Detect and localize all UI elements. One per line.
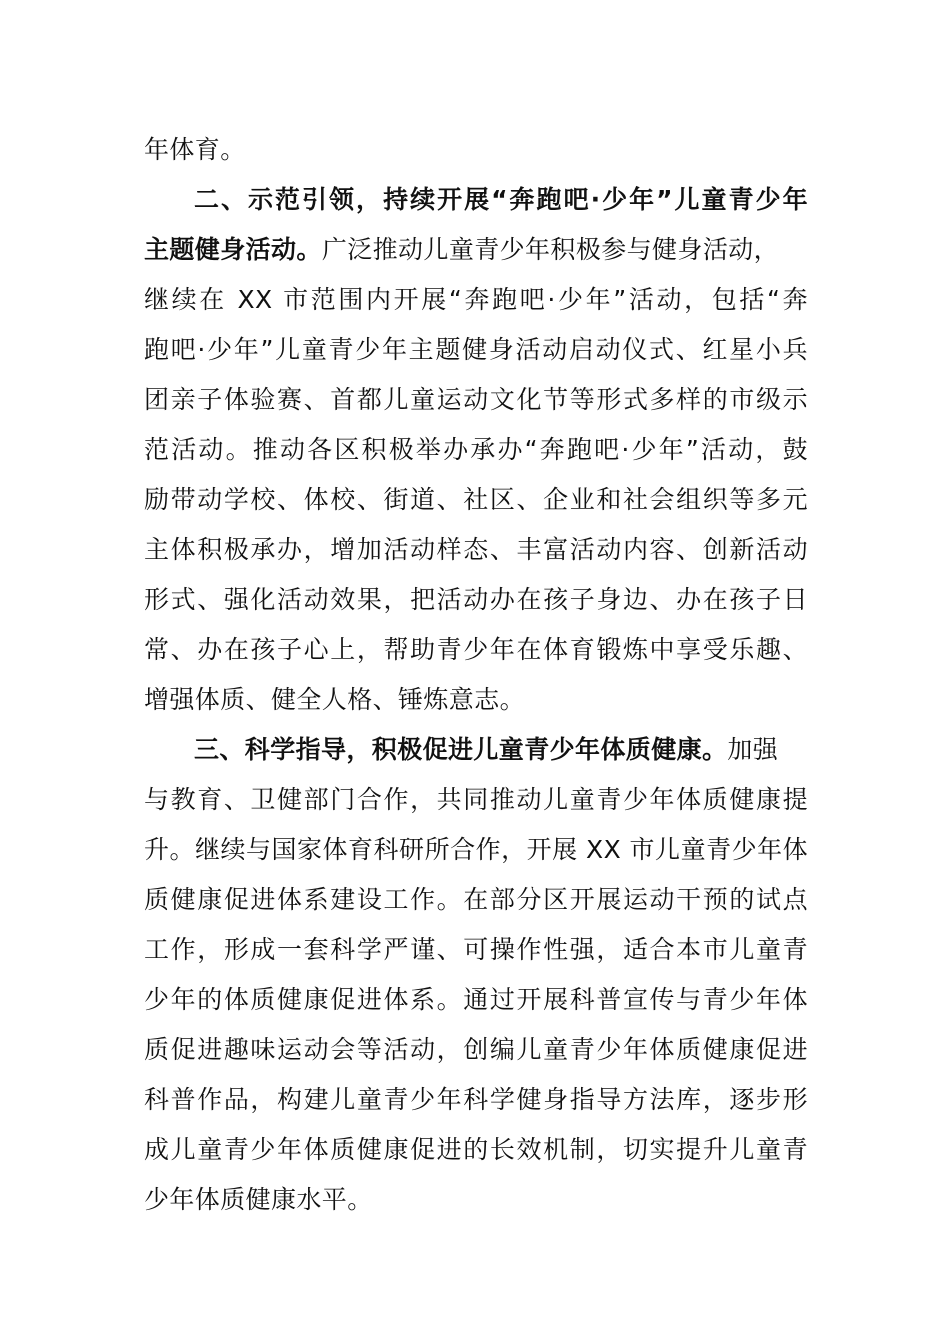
text-line: 团亲子体验赛、首都儿童运动文化节等形式多样的市级示: [144, 385, 808, 414]
text-line: 质健康促进体系建设工作。在部分区开展运动干预的试点: [144, 885, 808, 914]
text-line: 科普作品，构建儿童青少年科学健身指导方法库，逐步形: [144, 1085, 808, 1114]
text-line: 跑吧·少年”儿童青少年主题健身活动启动仪式、红星小兵: [144, 335, 808, 364]
text-line: 少年体质健康水平。: [144, 1185, 373, 1214]
text-line: 形式、强化活动效果，把活动办在孩子身边、办在孩子日: [144, 585, 808, 614]
text-line: 少年的体质健康促进体系。通过开展科普宣传与青少年体: [144, 985, 808, 1014]
document-body: [144, 125, 808, 1225]
text-line: 增强体质、健全人格、锤炼意志。: [144, 685, 526, 714]
section-heading-2-continued: 主题健身活动。: [144, 235, 322, 264]
text-line: 工作，形成一套科学严谨、可操作性强，适合本市儿童青: [144, 935, 808, 964]
text-line-mixed: [144, 725, 808, 775]
text-line: 与教育、卫健部门合作，共同推动儿童青少年体质健康提: [144, 785, 808, 814]
section-heading-3: 三、科学指导，积极促进儿童青少年体质健康。: [194, 735, 728, 764]
paragraph-2-start: 广泛推动儿童青少年积极参与健身活动，: [321, 235, 780, 264]
text-line: 成儿童青少年体质健康促进的长效机制，切实提升儿童青: [144, 1135, 808, 1164]
paragraph-3-start: 加强: [727, 735, 779, 764]
text-line-mixed: [144, 225, 808, 275]
text-line: 质促进趣味运动会等活动，创编儿童青少年体质健康促进: [144, 1035, 808, 1064]
text-line: 励带动学校、体校、街道、社区、企业和社会组织等多元: [144, 485, 808, 514]
text-line: 主体积极承办，增加活动样态、丰富活动内容、创新活动: [144, 535, 808, 564]
section-heading-2: 二、示范引领，持续开展“奔跑吧·少年”儿童青少年: [194, 185, 808, 214]
text-line: 升。继续与国家体育科研所合作，开展 XX 市儿童青少年体: [144, 835, 808, 864]
text-line: 继续在 XX 市范围内开展“奔跑吧·少年”活动，包括“奔: [144, 285, 808, 314]
text-line: 年体育。: [144, 135, 246, 164]
text-line: 范活动。推动各区积极举办承办“奔跑吧·少年”活动，鼓: [144, 435, 808, 464]
text-line: 常、办在孩子心上，帮助青少年在体育锻炼中享受乐趣、: [144, 635, 808, 664]
